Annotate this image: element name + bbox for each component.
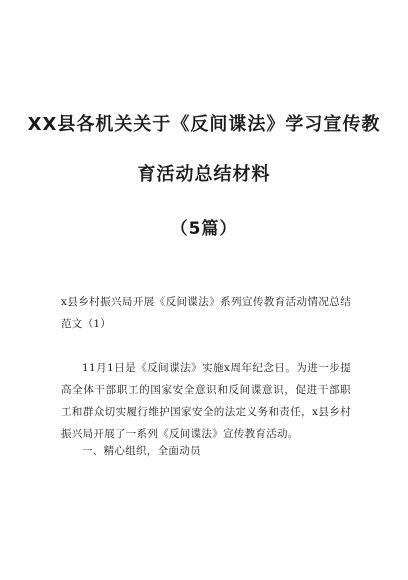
document-title-line-2: 育活动总结材料: [137, 164, 271, 185]
section-heading: 一、精心组织，全面动员: [82, 445, 201, 457]
document-title-count: （5篇）: [170, 219, 238, 239]
body-paragraph: 11月1日是《反间谍法》实施x周年纪念日。为进一步提高全体干部职工的国家安全意识和反间谍意识，促进干部职工和群众切实履行维护国家安全的法定义务和责任，x县乡村振兴局开展了一系列《反间谍法》宣传教育活动。: [61, 362, 351, 440]
section-subtitle: x县乡村振兴局开展《反间谍法》系列宣传教育活动情况总结范文（1）: [61, 296, 351, 330]
document-title-line-1: XX县各机关关于《反间谍法》学习宣传教: [27, 114, 381, 135]
